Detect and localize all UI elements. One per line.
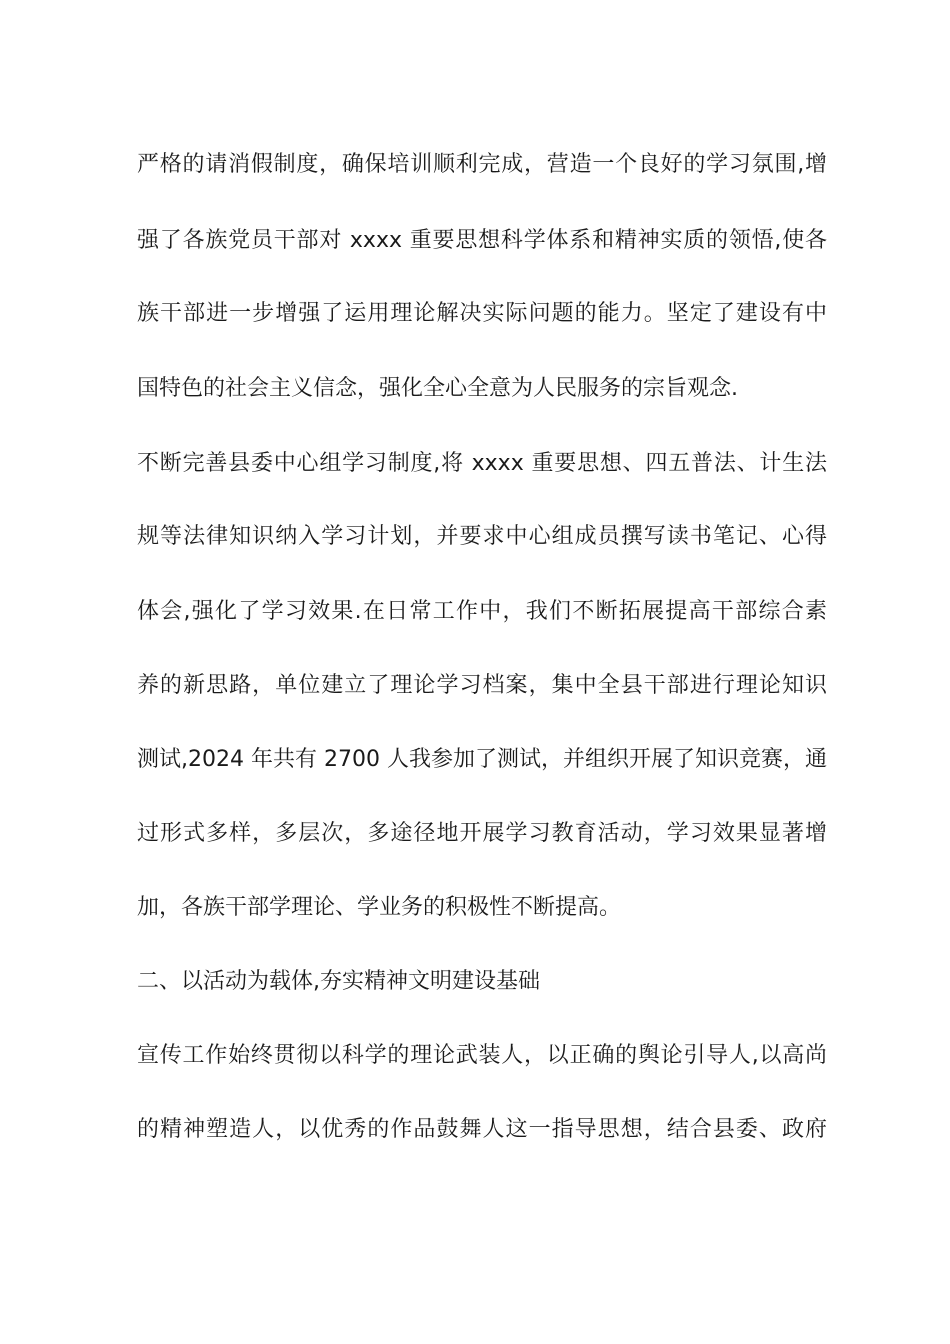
paragraph-line: 不断完善县委中心组学习制度,将 xxxx 重要思想、四五普法、计生法 <box>137 451 827 476</box>
section-heading: 二、以活动为载体,夯实精神文明建设基础 <box>137 969 540 994</box>
paragraph-line: 的精神塑造人，以优秀的作品鼓舞人这一指导思想，结合县委、政府 <box>137 1117 827 1142</box>
paragraph-line: 过形式多样，多层次，多途径地开展学习教育活动，学习效果显著增 <box>137 821 827 846</box>
paragraph-line: 规等法律知识纳入学习计划，并要求中心组成员撰写读书笔记、心得 <box>137 524 827 549</box>
paragraph-line: 体会,强化了学习效果.在日常工作中，我们不断拓展提高干部综合素 <box>137 599 827 624</box>
paragraph-line: 宣传工作始终贯彻以科学的理论武装人，以正确的舆论引导人,以高尚 <box>137 1043 827 1068</box>
paragraph-line: 加，各族干部学理论、学业务的积极性不断提高。 <box>137 895 622 920</box>
paragraph-line: 族干部进一步增强了运用理论解决实际问题的能力。坚定了建设有中 <box>137 301 827 326</box>
paragraph-line: 测试,2024 年共有 2700 人我参加了测试，并组织开展了知识竞赛，通 <box>137 747 827 772</box>
paragraph-line: 养的新思路，单位建立了理论学习档案，集中全县干部进行理论知识 <box>137 673 827 698</box>
paragraph-line: 严格的请消假制度，确保培训顺利完成，营造一个良好的学习氛围,增 <box>137 152 827 177</box>
paragraph-line: 国特色的社会主义信念，强化全心全意为人民服务的宗旨观念. <box>137 376 738 401</box>
paragraph-line: 强了各族党员干部对 xxxx 重要思想科学体系和精神实质的领悟,使各 <box>137 228 827 253</box>
